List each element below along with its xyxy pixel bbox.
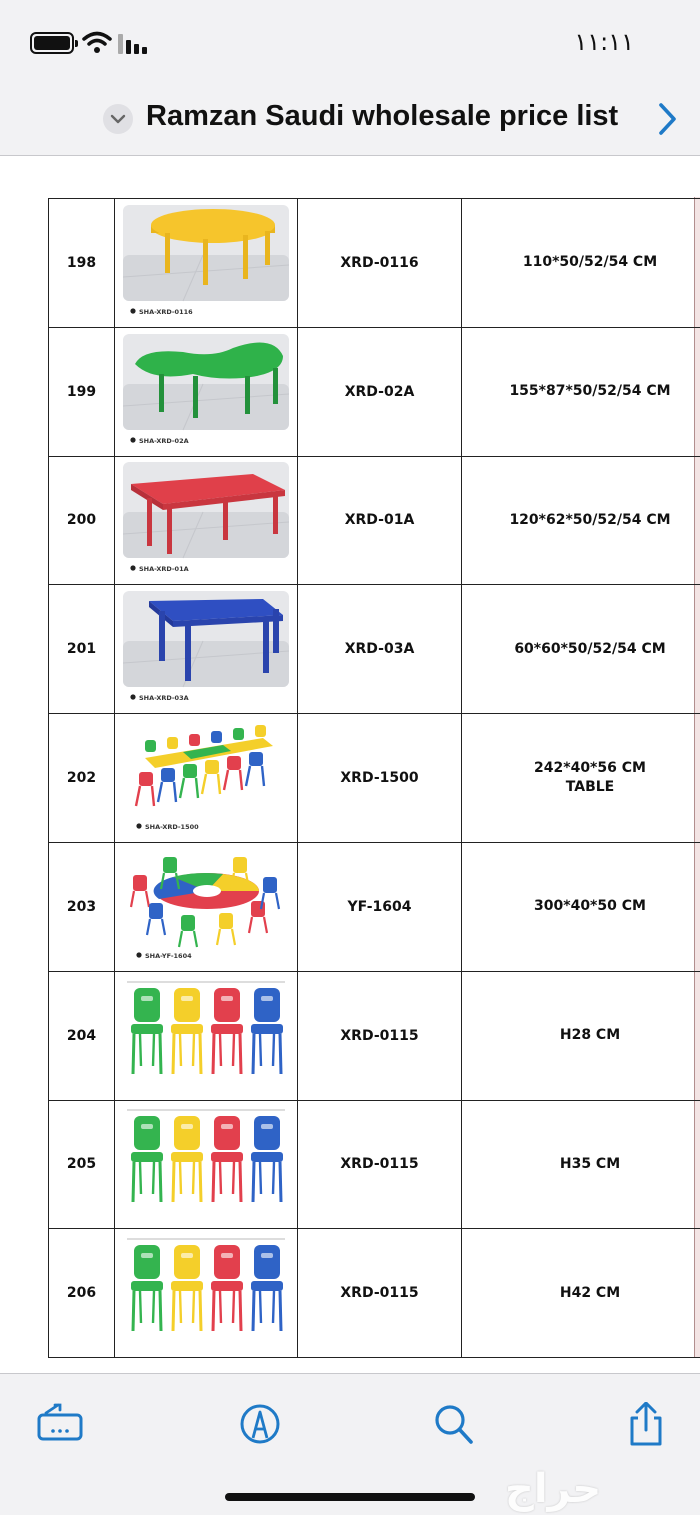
product-size-cell [462, 327, 700, 456]
product-size-cell [462, 1100, 700, 1229]
table-row [49, 456, 700, 585]
item-number: 202 [49, 714, 115, 843]
product-size-cell [462, 714, 700, 843]
svg-text:SHA-YF-1604: SHA-YF-1604 [145, 951, 192, 960]
table-row [49, 327, 700, 456]
product-size-cell [462, 971, 700, 1100]
item-number: 203 [49, 842, 115, 971]
price-table [48, 198, 700, 1358]
product-image-cell [115, 456, 298, 585]
product-code: YF-1604 [298, 842, 462, 971]
product-code: XRD-0116 [298, 199, 462, 328]
product-size: 110*50/52/54 CM [522, 254, 658, 271]
product-size: H42 CM [559, 1284, 621, 1301]
table-row [49, 714, 700, 843]
svg-text:SHA-XRD-1500: SHA-XRD-1500 [145, 823, 199, 832]
keyboard-icon[interactable] [36, 1402, 84, 1446]
status-bar [0, 0, 700, 80]
product-size-cell [462, 842, 700, 971]
table-row [49, 842, 700, 971]
nav-bar [0, 80, 700, 156]
table-row [49, 971, 700, 1100]
product-photo [123, 334, 289, 450]
watermark-logo: حراج [505, 1466, 602, 1512]
product-image-cell [115, 842, 298, 971]
wifi-icon [82, 30, 112, 54]
document-view[interactable] [0, 157, 700, 1373]
product-image-cell [115, 714, 298, 843]
product-size-cell [462, 456, 700, 585]
product-code: XRD-0115 [298, 971, 462, 1100]
product-image-cell [115, 327, 298, 456]
product-code: XRD-0115 [298, 1100, 462, 1229]
search-icon[interactable] [430, 1402, 478, 1446]
product-photo [123, 720, 289, 836]
status-time: ١١:١١ [574, 28, 634, 56]
item-number: 201 [49, 585, 115, 714]
product-code: XRD-1500 [298, 714, 462, 843]
product-size: H28 CM [559, 1027, 621, 1044]
product-code: XRD-0115 [298, 1229, 462, 1358]
item-number: 204 [49, 971, 115, 1100]
svg-text:SHA-XRD-0116: SHA-XRD-0116 [139, 307, 193, 316]
bottom-toolbar [0, 1373, 700, 1515]
svg-text:SHA-XRD-03A: SHA-XRD-03A [139, 694, 189, 703]
product-size: 155*87*50/52/54 CM [509, 383, 671, 400]
product-image-cell [115, 585, 298, 714]
table-row [49, 1229, 700, 1358]
product-size-cell [462, 199, 700, 328]
product-code: XRD-03A [298, 585, 462, 714]
product-size: 242*40*56 CM [534, 760, 646, 777]
product-size: H35 CM [559, 1155, 621, 1172]
product-photo [123, 1106, 289, 1222]
product-photo [123, 591, 289, 707]
product-size: 120*62*50/52/54 CM [509, 511, 671, 528]
chevron-down-icon [110, 113, 126, 125]
markup-pen-icon[interactable] [236, 1402, 284, 1446]
table-row [49, 199, 700, 328]
page-title[interactable]: Ramzan Saudi wholesale price list [146, 100, 619, 132]
item-number: 205 [49, 1100, 115, 1229]
item-number: 199 [49, 327, 115, 456]
cellular-signal-icon [118, 32, 152, 54]
product-photo [123, 205, 289, 321]
product-image-cell [115, 199, 298, 328]
product-size: 60*60*50/52/54 CM [514, 640, 666, 657]
product-photo [123, 462, 289, 578]
table-row [49, 1100, 700, 1229]
product-size-note: TABLE [565, 779, 615, 796]
product-photo [123, 1235, 289, 1351]
share-icon[interactable] [622, 1402, 670, 1446]
product-photo [123, 849, 289, 965]
product-size: 300*40*50 CM [534, 898, 646, 915]
product-code: XRD-01A [298, 456, 462, 585]
product-image-cell [115, 1229, 298, 1358]
product-size-cell [462, 1229, 700, 1358]
item-number: 198 [49, 199, 115, 328]
product-photo [123, 978, 289, 1094]
svg-text:SHA-XRD-02A: SHA-XRD-02A [139, 436, 189, 445]
svg-text:SHA-XRD-01A: SHA-XRD-01A [139, 565, 189, 574]
product-size-cell [462, 585, 700, 714]
product-image-cell [115, 971, 298, 1100]
product-image-cell [115, 1100, 298, 1229]
item-number: 200 [49, 456, 115, 585]
chevron-right-icon[interactable] [652, 100, 682, 138]
battery-icon [30, 32, 74, 54]
table-row [49, 585, 700, 714]
home-indicator [225, 1493, 475, 1501]
product-code: XRD-02A [298, 327, 462, 456]
item-number: 206 [49, 1229, 115, 1358]
title-menu-button[interactable] [103, 104, 133, 134]
